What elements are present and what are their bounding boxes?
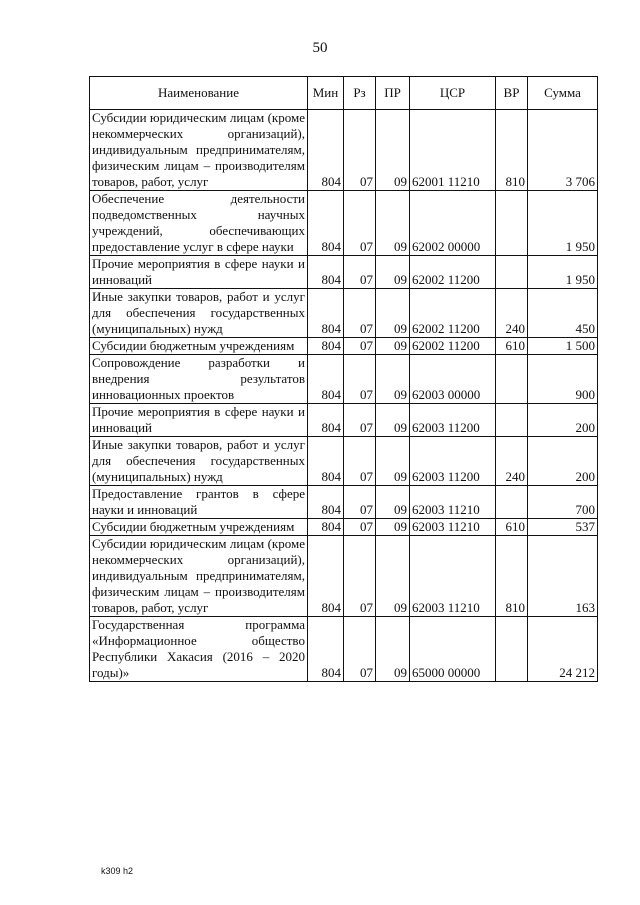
table-row xyxy=(90,289,598,338)
header-csr: ЦСР xyxy=(410,77,496,110)
cell-rz: 07 xyxy=(344,338,376,355)
header-vr: ВР xyxy=(496,77,528,110)
cell-csr: 65000 00000 xyxy=(410,617,496,682)
cell-rz: 07 xyxy=(344,437,376,486)
cell-rz: 07 xyxy=(344,536,376,617)
cell-pr: 09 xyxy=(376,437,410,486)
cell-csr: 62003 00000 xyxy=(410,355,496,404)
cell-pr: 09 xyxy=(376,519,410,536)
cell-vr: 810 xyxy=(496,536,528,617)
cell-sum: 537 xyxy=(528,519,598,536)
cell-vr: 240 xyxy=(496,289,528,338)
cell-rz: 07 xyxy=(344,191,376,256)
cell-min: 804 xyxy=(308,437,344,486)
cell-vr: 610 xyxy=(496,519,528,536)
cell-csr: 62001 11210 xyxy=(410,110,496,191)
cell-sum: 700 xyxy=(528,486,598,519)
cell-min: 804 xyxy=(308,536,344,617)
cell-vr xyxy=(496,355,528,404)
cell-name: Субсидии юридическим лицам (кроме некоммерческих организаций), индивидуальным предпринимателям, физическим лицам – производителям товаров, работ, услуг xyxy=(90,536,308,617)
cell-rz: 07 xyxy=(344,256,376,289)
table-row xyxy=(90,437,598,486)
cell-vr xyxy=(496,191,528,256)
cell-vr: 610 xyxy=(496,338,528,355)
table-row xyxy=(90,110,598,191)
cell-sum: 1 950 xyxy=(528,191,598,256)
table-row xyxy=(90,256,598,289)
cell-vr: 810 xyxy=(496,110,528,191)
cell-rz: 07 xyxy=(344,355,376,404)
cell-pr: 09 xyxy=(376,617,410,682)
table-row xyxy=(90,536,598,617)
cell-min: 804 xyxy=(308,355,344,404)
cell-pr: 09 xyxy=(376,289,410,338)
cell-rz: 07 xyxy=(344,519,376,536)
cell-name: Сопровождение разработки и внедрения результатов инновационных проектов xyxy=(90,355,308,404)
cell-min: 804 xyxy=(308,289,344,338)
cell-name: Прочие мероприятия в сфере науки и инноваций xyxy=(90,256,308,289)
cell-pr: 09 xyxy=(376,355,410,404)
cell-rz: 07 xyxy=(344,404,376,437)
cell-min: 804 xyxy=(308,191,344,256)
cell-pr: 09 xyxy=(376,338,410,355)
header-min: Мин xyxy=(308,77,344,110)
cell-name: Иные закупки товаров, работ и услуг для обеспечения государственных (муниципальных) нужд xyxy=(90,289,308,338)
cell-name: Субсидии юридическим лицам (кроме некоммерческих организаций), индивидуальным предпринимателям, физическим лицам – производителям товаров, работ, услуг xyxy=(90,110,308,191)
cell-min: 804 xyxy=(308,110,344,191)
footer-code: k309 h2 xyxy=(101,866,134,876)
cell-vr xyxy=(496,256,528,289)
cell-sum: 1 950 xyxy=(528,256,598,289)
table-row xyxy=(90,617,598,682)
cell-pr: 09 xyxy=(376,536,410,617)
cell-name: Иные закупки товаров, работ и услуг для обеспечения государственных (муниципальных) нужд xyxy=(90,437,308,486)
cell-pr: 09 xyxy=(376,191,410,256)
page-number: 50 xyxy=(312,40,328,56)
cell-csr: 62002 11200 xyxy=(410,256,496,289)
cell-vr: 240 xyxy=(496,437,528,486)
cell-pr: 09 xyxy=(376,110,410,191)
cell-min: 804 xyxy=(308,256,344,289)
cell-sum: 200 xyxy=(528,404,598,437)
cell-pr: 09 xyxy=(376,256,410,289)
cell-pr: 09 xyxy=(376,404,410,437)
cell-csr: 62002 00000 xyxy=(410,191,496,256)
table-row xyxy=(90,191,598,256)
cell-sum: 163 xyxy=(528,536,598,617)
cell-csr: 62002 11200 xyxy=(410,338,496,355)
cell-min: 804 xyxy=(308,404,344,437)
budget-table xyxy=(89,76,598,682)
cell-csr: 62003 11210 xyxy=(410,536,496,617)
cell-sum: 1 500 xyxy=(528,338,598,355)
cell-name: Прочие мероприятия в сфере науки и инноваций xyxy=(90,404,308,437)
cell-vr xyxy=(496,617,528,682)
cell-csr: 62002 11200 xyxy=(410,289,496,338)
cell-min: 804 xyxy=(308,519,344,536)
cell-min: 804 xyxy=(308,486,344,519)
cell-sum: 24 212 xyxy=(528,617,598,682)
cell-csr: 62003 11200 xyxy=(410,437,496,486)
cell-min: 804 xyxy=(308,617,344,682)
header-pr: ПР xyxy=(376,77,410,110)
cell-sum: 3 706 xyxy=(528,110,598,191)
table-row xyxy=(90,338,598,355)
header-sum: Сумма xyxy=(528,77,598,110)
cell-min: 804 xyxy=(308,338,344,355)
cell-name: Предоставление грантов в сфере науки и инноваций xyxy=(90,486,308,519)
header-name: Наименование xyxy=(90,77,308,110)
cell-sum: 900 xyxy=(528,355,598,404)
cell-pr: 09 xyxy=(376,486,410,519)
cell-name: Обеспечение деятельности подведомственных научных учреждений, обеспечивающих предоставление услуг в сфере науки xyxy=(90,191,308,256)
cell-rz: 07 xyxy=(344,110,376,191)
cell-vr xyxy=(496,404,528,437)
cell-name: Субсидии бюджетным учреждениям xyxy=(90,338,308,355)
cell-rz: 07 xyxy=(344,289,376,338)
table-header-row xyxy=(90,77,598,110)
cell-csr: 62003 11210 xyxy=(410,486,496,519)
cell-csr: 62003 11210 xyxy=(410,519,496,536)
table-row xyxy=(90,355,598,404)
header-rz: Рз xyxy=(344,77,376,110)
table-row xyxy=(90,404,598,437)
cell-name: Государственная программа «Информационное общество Республики Хакасия (2016 – 2020 годы)» xyxy=(90,617,308,682)
cell-rz: 07 xyxy=(344,486,376,519)
cell-csr: 62003 11200 xyxy=(410,404,496,437)
cell-sum: 450 xyxy=(528,289,598,338)
table-row xyxy=(90,486,598,519)
table-row xyxy=(90,519,598,536)
cell-vr xyxy=(496,486,528,519)
cell-sum: 200 xyxy=(528,437,598,486)
cell-name: Субсидии бюджетным учреждениям xyxy=(90,519,308,536)
cell-rz: 07 xyxy=(344,617,376,682)
